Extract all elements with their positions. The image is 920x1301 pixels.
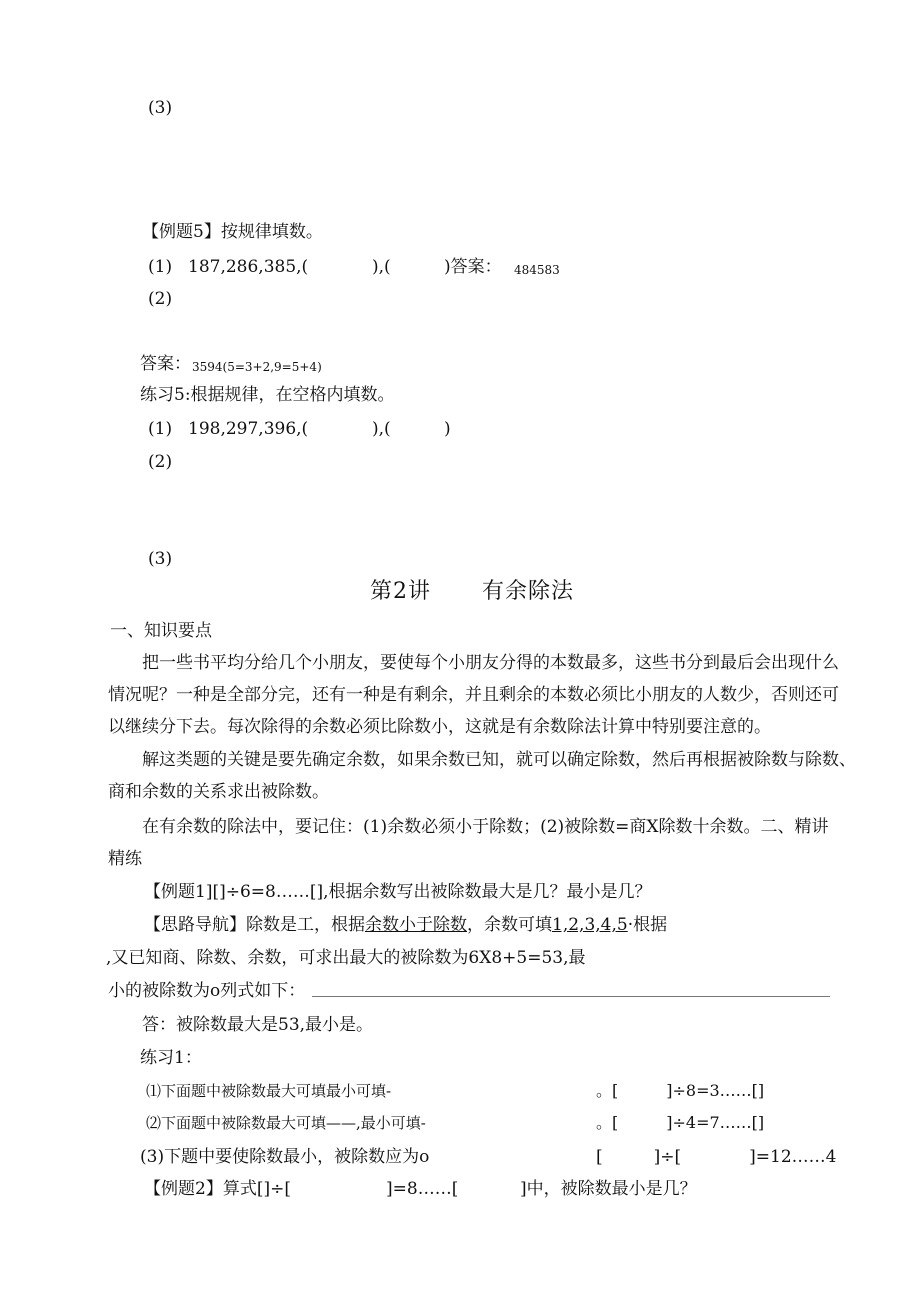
example5-line1-number: (1) bbox=[148, 257, 173, 277]
example1-hint-line3: 小的被除数为o列式如下： bbox=[108, 981, 306, 1001]
example1-hint-part-a: 【思路导航】除数是工，根据 bbox=[144, 915, 365, 935]
paragraph1-line2: 情况呢？一种是全部分完，还有一种是有剩余，并且剩余的本数必须比小朋友的人数少，否则还可 bbox=[108, 685, 839, 705]
paragraph3-line1: 在有余数的除法中，要记住：(1)余数必须小于除数；(2)被除数=商X除数十余数。二、精讲 bbox=[142, 817, 829, 837]
example1-hint-part-c: ·根据 bbox=[627, 915, 668, 935]
example5-line1-answer: 484583 bbox=[514, 263, 560, 277]
example1-hint bbox=[144, 914, 667, 936]
practice1-q1-text: ⑴下面题中被除数最大可填最小可填- bbox=[146, 1082, 392, 1100]
paragraph3-line2: 精练 bbox=[108, 849, 142, 869]
paragraph2-line2: 商和余数的关系求出被除数。 bbox=[108, 782, 329, 802]
paragraph1-line3: 以继续分下去。每次除得的余数必须比除数小，这就是有余数除法计算中特别要注意的。 bbox=[108, 717, 771, 737]
example5-line1-middle: ),( bbox=[372, 257, 391, 277]
example5-answer-label: 答案： bbox=[140, 354, 191, 374]
example1-hint-underline-1: 余数小于除数 bbox=[365, 915, 467, 935]
example1-hint-line2: ,又已知商、除数、余数，可求出最大的被除数为6X8+5=53,最 bbox=[106, 948, 586, 968]
section-heading: 一、知识要点 bbox=[110, 621, 212, 641]
lecture-title: 有余除法 bbox=[482, 579, 575, 604]
practice5-heading: 练习5:根据规律，在空格内填数。 bbox=[140, 385, 395, 405]
practice1-q3-text: (3)下题中要使除数最小，被除数应为o bbox=[140, 1147, 430, 1167]
example1-hint-part-b: ，余数可填 bbox=[467, 915, 552, 935]
practice1-q2-text: ⑵下面题中被除数最大可填——,最小可填- bbox=[146, 1114, 426, 1132]
item-3-number: (3) bbox=[148, 98, 173, 118]
example5-answer-value: 3594(5=3+2,9=5+4) bbox=[192, 360, 322, 374]
example1-question: 【例题1][]÷6=8……[],根据余数写出被除数最大是几？最小是几？ bbox=[144, 882, 652, 902]
example5-line1-end: )答案： bbox=[444, 257, 502, 277]
practice5-line1-middle: ),( bbox=[372, 419, 391, 439]
practice1-heading: 练习1： bbox=[140, 1048, 202, 1068]
example5-line1-sequence: 187,286,385,( bbox=[188, 257, 309, 277]
example2-part-b: ]=8……[ bbox=[386, 1179, 459, 1199]
example1-answer: 答：被除数最大是53,最小是。 bbox=[142, 1015, 374, 1035]
example5-line2-number: (2) bbox=[148, 289, 173, 309]
practice5-line2-number: (2) bbox=[148, 452, 173, 472]
paragraph1-line1: 把一些书平均分给几个小朋友，要使每个小朋友分得的本数最多，这些书分到最后会出现什么 bbox=[142, 653, 839, 673]
practice5-line1-end: ) bbox=[444, 419, 451, 439]
example1-hint-underline-2: 1,2,3,4,5 bbox=[552, 915, 628, 935]
practice1-q3-formula: [ ]÷[ ]=12……4 bbox=[596, 1147, 837, 1167]
paragraph2-line1: 解这类题的关键是要先确定余数，如果余数已知，就可以确定除数，然后再根据被除数与除数、 bbox=[142, 750, 856, 770]
practice1-q2-formula: 。[ ]÷4=7……[] bbox=[596, 1113, 765, 1132]
practice5-line1-sequence: 198,297,396,( bbox=[188, 419, 309, 439]
example2-part-c: ]中，被除数最小是几？ bbox=[520, 1179, 697, 1199]
example2-part-a: 【例题2】算式[]÷[ bbox=[144, 1179, 291, 1199]
practice1-q1-formula: 。[ ]÷8=3……[] bbox=[596, 1081, 765, 1100]
practice5-line3-number: (3) bbox=[148, 549, 173, 569]
practice5-line1-number: (1) bbox=[148, 419, 173, 439]
lecture-number: 第2讲 bbox=[370, 579, 431, 604]
answer-fill-line bbox=[312, 996, 830, 997]
example5-heading: 【例题5】按规律填数。 bbox=[142, 222, 323, 242]
